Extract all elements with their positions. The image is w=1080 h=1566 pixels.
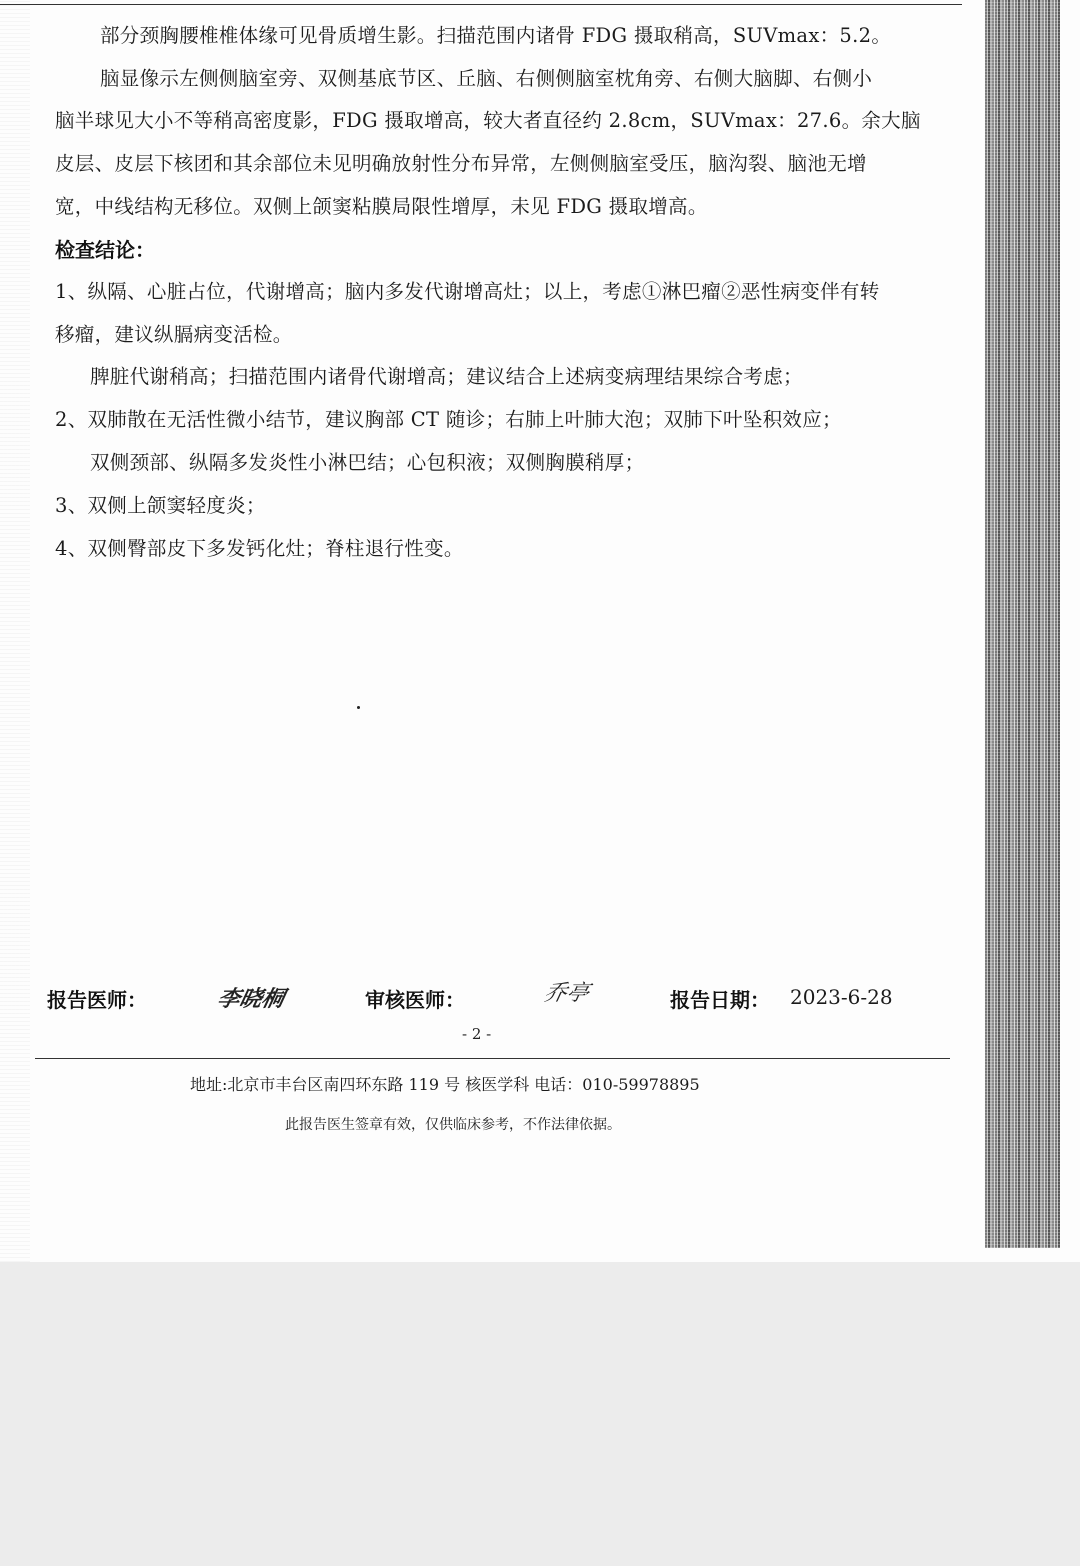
report-date: 2023-6-28 [790, 985, 893, 1009]
scan-speck [357, 706, 360, 709]
findings-line-4: 皮层、皮层下核团和其余部位未见明确放射性分布异常，左侧侧脑室受压，脑沟裂、脑池无增 [55, 152, 867, 175]
scan-edge-shadow [985, 0, 1060, 1248]
findings-line-5: 宽，中线结构无移位。双侧上颌窦粘膜局限性增厚，未见 FDG 摄取增高。 [55, 195, 708, 218]
conclusion-item-1-line-1: 1、纵隔、心脏占位，代谢增高；脑内多发代谢增高灶；以上，考虑①淋巴瘤②恶性病变伴有转 [55, 280, 880, 303]
conclusion-item-1-line-3: 脾脏代谢稍高；扫描范围内诸骨代谢增高；建议结合上述病变病理结果综合考虑； [90, 365, 803, 388]
scan-left-noise [0, 0, 30, 1262]
conclusion-item-2-line-1: 2、双肺散在无活性微小结节，建议胸部 CT 随诊；右肺上叶肺大泡；双肺下叶坠积效应； [55, 408, 842, 431]
reporting-doctor-label: 报告医师： [47, 988, 147, 1012]
findings-line-3: 脑半球见大小不等稍高密度影，FDG 摄取增高，较大者直径约 2.8cm，SUVmax：27.6。余大脑 [55, 109, 921, 132]
footer-disclaimer: 此报告医生签章有效，仅供临床参考，不作法律依据。 [285, 1117, 621, 1133]
reviewing-doctor-signature: 乔亭 [541, 981, 592, 1006]
conclusion-item-2-line-2: 双侧颈部、纵隔多发炎性小淋巴结；心包积液；双侧胸膜稍厚； [90, 451, 645, 474]
conclusion-item-4: 4、双侧臀部皮下多发钙化灶；脊柱退行性变。 [55, 537, 464, 560]
conclusion-item-1-line-2: 移瘤，建议纵膈病变活检。 [55, 323, 293, 346]
footer-address: 地址:北京市丰台区南四环东路 119 号 核医学科 电话：010-59978895 [190, 1075, 700, 1094]
reporting-doctor-signature: 李晓桐 [214, 986, 287, 1012]
conclusion-heading: 检查结论： [55, 238, 155, 262]
findings-line-1: 部分颈胸腰椎椎体缘可见骨质增生影。扫描范围内诸骨 FDG 摄取稍高，SUVmax：5.2。 [100, 24, 892, 47]
reviewing-doctor-label: 审核医师： [365, 988, 465, 1012]
findings-line-2: 脑显像示左侧侧脑室旁、双侧基底节区、丘脑、右侧侧脑室枕角旁、右侧大脑脚、右侧小 [100, 67, 873, 90]
footer-rule [35, 1058, 950, 1059]
top-rule [0, 4, 962, 5]
page-number: - 2 - [462, 1025, 492, 1043]
conclusion-item-3: 3、双侧上颌窦轻度炎； [55, 494, 266, 517]
report-date-label: 报告日期： [670, 988, 770, 1012]
